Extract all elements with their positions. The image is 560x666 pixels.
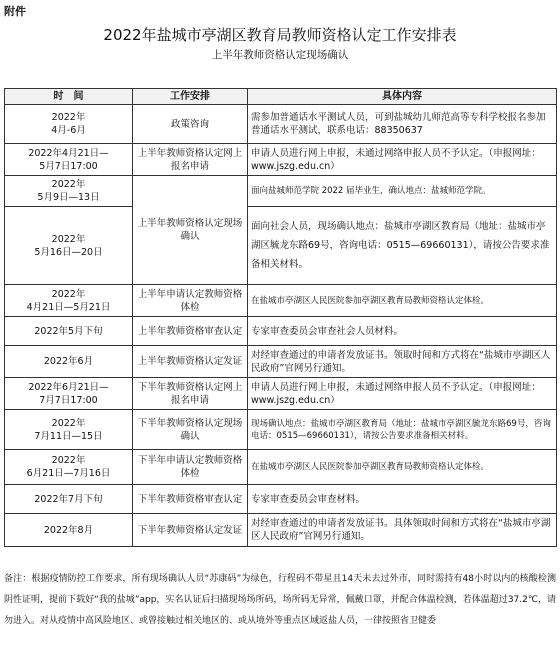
content-cell: 对经审查通过的申请者发放证书。领取时间和方式将在“盐城市亭湖区人民政府”官网另行通知。 xyxy=(248,346,557,378)
content-cell: 申请人员进行网上申报，未通过网络申报人员不予认定。（申报网址：www.jszg.edu.cn） xyxy=(248,378,557,410)
table-row xyxy=(5,105,557,144)
table-row xyxy=(5,514,557,547)
content-cell: 现场确认地点：盐城市亭湖区教育局（地址：盐城市亭湖区毓龙东路69号，咨询电话：0515—69660131），请按公告要求准备相关材料。 xyxy=(248,410,557,450)
time-cell: 2022年 4月21日—5月21日 xyxy=(5,285,133,317)
task-cell: 下半年教师资格审查认定 xyxy=(133,485,248,514)
content-cell: 在盐城市亭湖区人民医院参加亭湖区教育局教师资格认定体检。 xyxy=(248,450,557,485)
time-cell: 2022年 6月21日—7月16日 xyxy=(5,450,133,485)
table-row xyxy=(5,378,557,410)
time-cell: 2022年 4月-6月 xyxy=(5,105,133,144)
schedule-table xyxy=(4,88,557,547)
time-cell: 2022年8月 xyxy=(5,514,133,547)
content-cell: 需参加普通话水平测试人员，可到盐城幼儿师范高等专科学校报名参加普通话水平测试，联系电话：88350637 xyxy=(248,105,557,144)
header-task: 工作安排 xyxy=(133,89,248,105)
table-row xyxy=(5,144,557,176)
table-row xyxy=(5,207,557,285)
time-cell: 2022年5月下旬 xyxy=(5,317,133,346)
task-cell: 下半年教师资格认定现场确认 xyxy=(133,410,248,450)
time-cell: 2022年6月 xyxy=(5,346,133,378)
content-cell: 申请人员进行网上申报，未通过网络申报人员不予认定。（申报网址：www.jszg.edu.cn） xyxy=(248,144,557,176)
task-cell: 政策咨询 xyxy=(133,105,248,144)
time-cell: 2022年4月21日— 5月7日17:00 xyxy=(5,144,133,176)
table-header-row xyxy=(5,89,557,105)
time-cell: 2022年 5月9日—13日 xyxy=(5,176,133,207)
content-cell: 对经审查通过的申请者发放证书。具体领取时间和方式将在“盐城市亭湖区人民政府”官网另行通知。 xyxy=(248,514,557,547)
content-cell: 面向社会人员，现场确认地点：盐城市亭湖区教育局（地址：盐城市亭湖区毓龙东路69号，咨询电话：0515—69660131），请按公告要求准备相关材料。 xyxy=(248,207,557,285)
remarks-note: 备注：根据疫情防控工作要求，所有现场确认人员“苏康码”为绿色，行程码不带星且14天未去过外市，同时需持有48小时以内的核酸检测阴性证明，提前下载好“我的盐城”app，实名认证后扫描现场场所码，场所码无异常，佩戴口罩，并配合体温检测，若体温超过37.2℃，请勿进入。对从疫情中高风险地区、或曾接触过相关地区的、或从境外等重点区域返盐人员，一律按照省卫健委 xyxy=(4,574,556,626)
task-cell: 下半年教师资格认定发证 xyxy=(133,514,248,547)
task-cell: 下半年教师资格认定网上报名申请 xyxy=(133,378,248,410)
task-cell: 上半年教师资格审查认定 xyxy=(133,317,248,346)
page-subtitle: 上半年教师资格认定现场确认 xyxy=(211,49,349,61)
table-row xyxy=(5,317,557,346)
table-row xyxy=(5,346,557,378)
task-cell: 上半年教师资格认定网上报名申请 xyxy=(133,144,248,176)
page-title: 2022年盐城市亭湖区教育局教师资格认定工作安排表 xyxy=(103,26,457,44)
attachment-label: 附件 xyxy=(4,5,26,18)
time-cell: 2022年 5月16日—20日 xyxy=(5,207,133,285)
table-row xyxy=(5,176,557,207)
task-cell: 上半年申请认定教师资格体检 xyxy=(133,285,248,317)
content-cell: 在盐城市亭湖区人民医院参加亭湖区教育局教师资格认定体检。 xyxy=(248,285,557,317)
time-cell: 2022年 7月11日—15日 xyxy=(5,410,133,450)
content-cell: 专家审查委员会审查社会人员材料。 xyxy=(248,317,557,346)
table-row xyxy=(5,410,557,450)
header-content: 具体内容 xyxy=(248,89,557,105)
table-row xyxy=(5,285,557,317)
header-time: 时 间 xyxy=(5,89,133,105)
table-row xyxy=(5,450,557,485)
task-cell: 上半年教师资格认定现场确认 xyxy=(133,176,248,285)
time-cell: 2022年6月21日— 7月7日17:00 xyxy=(5,378,133,410)
time-cell: 2022年7月下旬 xyxy=(5,485,133,514)
task-cell: 下半年申请认定教师资格体检 xyxy=(133,450,248,485)
table-row xyxy=(5,485,557,514)
task-cell: 上半年教师资格认定发证 xyxy=(133,346,248,378)
content-cell: 专家审查委员会审查材料。 xyxy=(248,485,557,514)
content-cell: 面向盐城师范学院 2022 届毕业生，确认地点：盐城师范学院。 xyxy=(248,176,557,207)
